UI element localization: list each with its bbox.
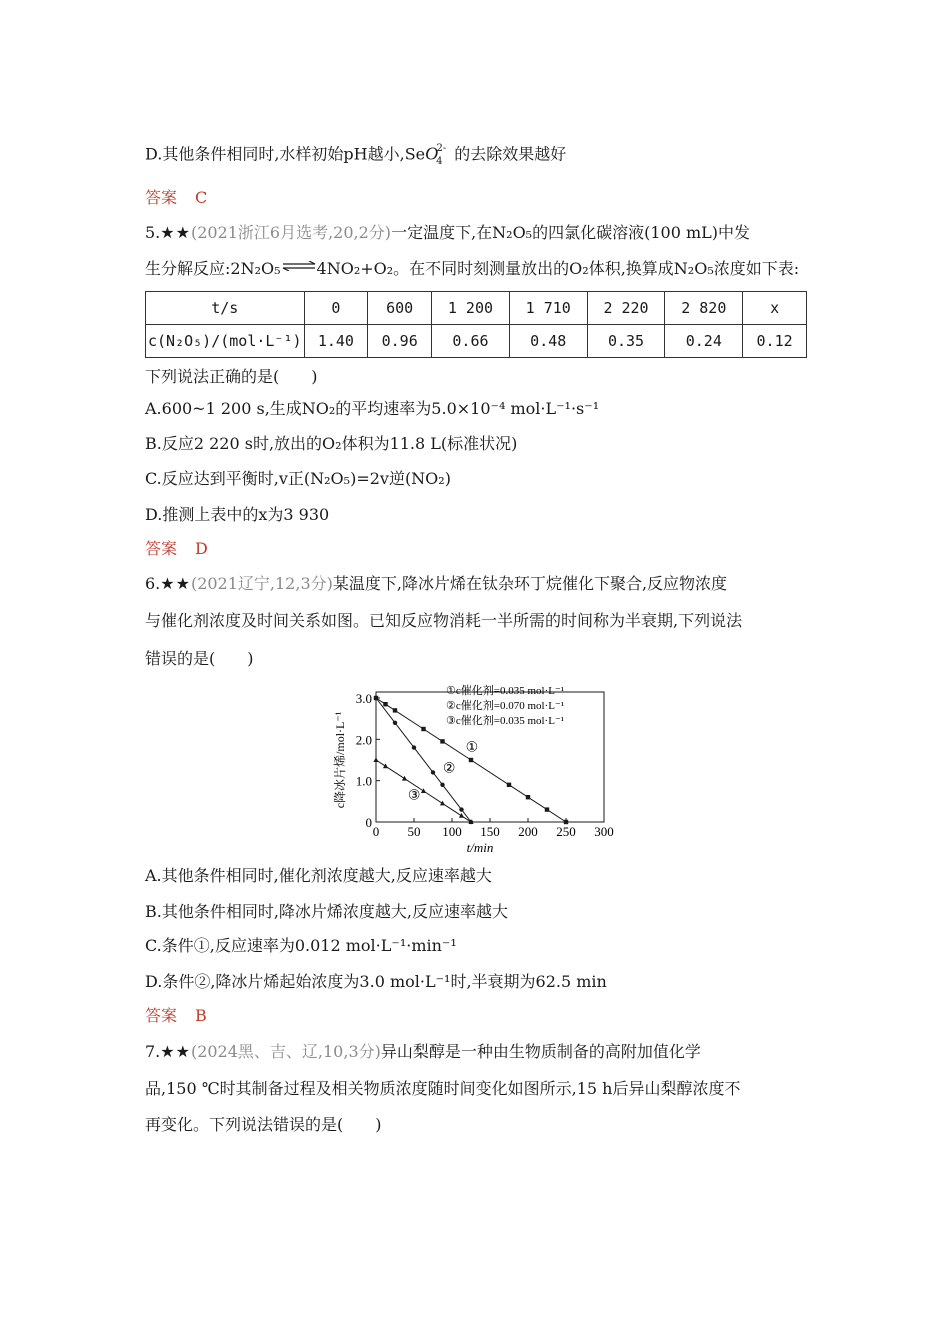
series-label: ①: [465, 740, 479, 756]
data-point: [393, 708, 397, 712]
table-cell: 0.66: [432, 325, 510, 358]
legend-entry: ②c催化剂=0.070 mol·L⁻¹: [446, 700, 565, 712]
difficulty-stars: ★★: [160, 223, 191, 242]
q7-stem-line1: 7.★★(2024黑、吉、辽,10,3分)异山梨醇是一种由生物质制备的高附加值化学: [145, 1042, 701, 1061]
q6-option-a: A.其他条件相同时,催化剂浓度越大,反应速率越大: [145, 866, 492, 885]
y-tick-label: 0: [365, 815, 372, 830]
q6-option-d: D.条件②,降冰片烯起始浓度为3.0 mol·L⁻¹时,半衰期为62.5 min: [145, 972, 607, 991]
q5-prompt: 下列说法正确的是( ): [145, 367, 318, 386]
table-cell: 0.48: [509, 325, 587, 358]
table-cell: 2 820: [665, 292, 743, 325]
q7-stem-line3: 再变化。下列说法错误的是( ): [145, 1115, 382, 1134]
data-point: [507, 783, 511, 787]
x-tick-label: 50: [407, 824, 421, 839]
data-point: [383, 702, 387, 706]
data-point: [383, 763, 388, 768]
table-cell: 1 710: [509, 292, 587, 325]
x-tick-label: 200: [518, 824, 538, 839]
q6-stem-line1: 6.★★(2021辽宁,12,3分)某温度下,降冰片烯在钛杂环丁烷催化下聚合,反应物浓度: [145, 574, 728, 593]
x-tick-label: 150: [480, 824, 500, 839]
q6-option-b: B.其他条件相同时,降冰片烯浓度越大,反应速率越大: [145, 902, 509, 921]
q6-stem-line3: 错误的是( ): [145, 649, 254, 668]
y-tick-label: 3.0: [355, 691, 372, 706]
q6-option-c: C.条件①,反应速率为0.012 mol·L⁻¹·min⁻¹: [145, 936, 457, 955]
table-cell: 1.40: [304, 325, 368, 358]
x-axis-label: t/min: [466, 840, 494, 855]
data-point: [526, 795, 530, 799]
x-tick-label: 0: [372, 824, 380, 839]
difficulty-stars: ★★: [160, 574, 191, 593]
data-point: [393, 721, 397, 725]
q4-option-d: D.其他条件相同时,水样初始pH越小,SeO$_4^{2-}$ 的去除效果越好: [145, 143, 567, 167]
legend-entry: ③c催化剂=0.035 mol·L⁻¹: [446, 715, 565, 727]
question-source: (2021浙江6月选考,20,2分): [190, 223, 392, 242]
q5-stem-line1: 5.★★(2021浙江6月选考,20,2分)一定温度下,在N₂O₅的四氯化碳溶液(100 mL)中发: [145, 223, 751, 242]
table-cell: 2 220: [587, 292, 665, 325]
question-source: (2021辽宁,12,3分): [190, 574, 333, 593]
table-cell: 0: [304, 292, 368, 325]
y-axis-label: c降冰片烯/mol·L⁻¹: [333, 711, 347, 809]
q5-answer: 答案 D: [145, 539, 208, 558]
difficulty-stars: ★★: [160, 1042, 191, 1061]
table-cell: 0.12: [743, 325, 807, 358]
data-point: [421, 727, 425, 731]
x-tick-label: 300: [594, 824, 614, 839]
question-source: (2024黑、吉、辽,10,3分): [190, 1042, 381, 1061]
data-point: [421, 788, 426, 793]
y-tick-label: 2.0: [355, 732, 372, 748]
legend-entry: ①c催化剂=0.035 mol·L⁻¹: [446, 685, 565, 697]
table-cell: 600: [368, 292, 432, 325]
table-cell: c(N₂O₅)/(mol·L⁻¹): [146, 325, 305, 358]
o-letter: O: [425, 143, 439, 164]
data-point: [431, 770, 435, 774]
q5-option-c: C.反应达到平衡时,v正(N₂O₅)=2v逆(NO₂): [145, 469, 451, 488]
q6-stem-line2: 与催化剂浓度及时间关系如图。已知反应物消耗一半所需的时间称为半衰期,下列说法: [145, 611, 743, 630]
data-point: [469, 758, 473, 762]
data-point: [440, 783, 444, 787]
x-tick-label: 100: [442, 824, 462, 839]
q6-answer: 答案 B: [145, 1006, 207, 1025]
table-row: [146, 325, 807, 358]
data-point: [545, 807, 549, 811]
q5-option-d: D.推测上表中的x为3 930: [145, 505, 330, 524]
table-cell: t/s: [146, 292, 305, 325]
q4-answer: 答案 C: [145, 188, 208, 207]
data-point: [440, 739, 444, 743]
table-cell: x: [743, 292, 807, 325]
q5-data-table: [145, 291, 807, 358]
table-row: [146, 292, 807, 325]
table-cell: 0.96: [368, 325, 432, 358]
data-point: [459, 813, 464, 818]
data-point: [374, 696, 378, 700]
table-cell: 1 200: [432, 292, 510, 325]
chart-text: [332, 683, 614, 855]
q5-option-a: A.600~1 200 s,生成NO₂的平均速率为5.0×10⁻⁴ mol·L⁻¹·s⁻¹: [145, 399, 600, 418]
concentration-time-chart: [328, 672, 628, 862]
data-point: [459, 807, 463, 811]
y-tick-label: 1.0: [355, 773, 372, 789]
table-cell: 0.24: [665, 325, 743, 358]
q5-option-b: B.反应2 220 s时,放出的O₂体积为11.8 L(标准状况): [145, 434, 518, 453]
q7-stem-line2: 品,150 ℃时其制备过程及相关物质浓度随时间变化如图所示,15 h后异山梨醇浓度不: [145, 1079, 741, 1098]
equilibrium-arrow-icon: [281, 261, 317, 271]
q5-stem-line2: 生分解反应:2N₂O₅ 4NO₂+O₂。在不同时刻测量放出的O₂体积,换算成N₂O₅浓度如下表:: [145, 259, 800, 278]
data-point: [402, 776, 407, 781]
data-point: [412, 745, 416, 749]
series-label: ③: [407, 788, 421, 804]
data-point: [440, 801, 445, 806]
data-point: [373, 757, 378, 762]
table-cell: 0.35: [587, 325, 665, 358]
x-tick-label: 250: [556, 824, 576, 839]
series-label: ②: [442, 761, 456, 777]
